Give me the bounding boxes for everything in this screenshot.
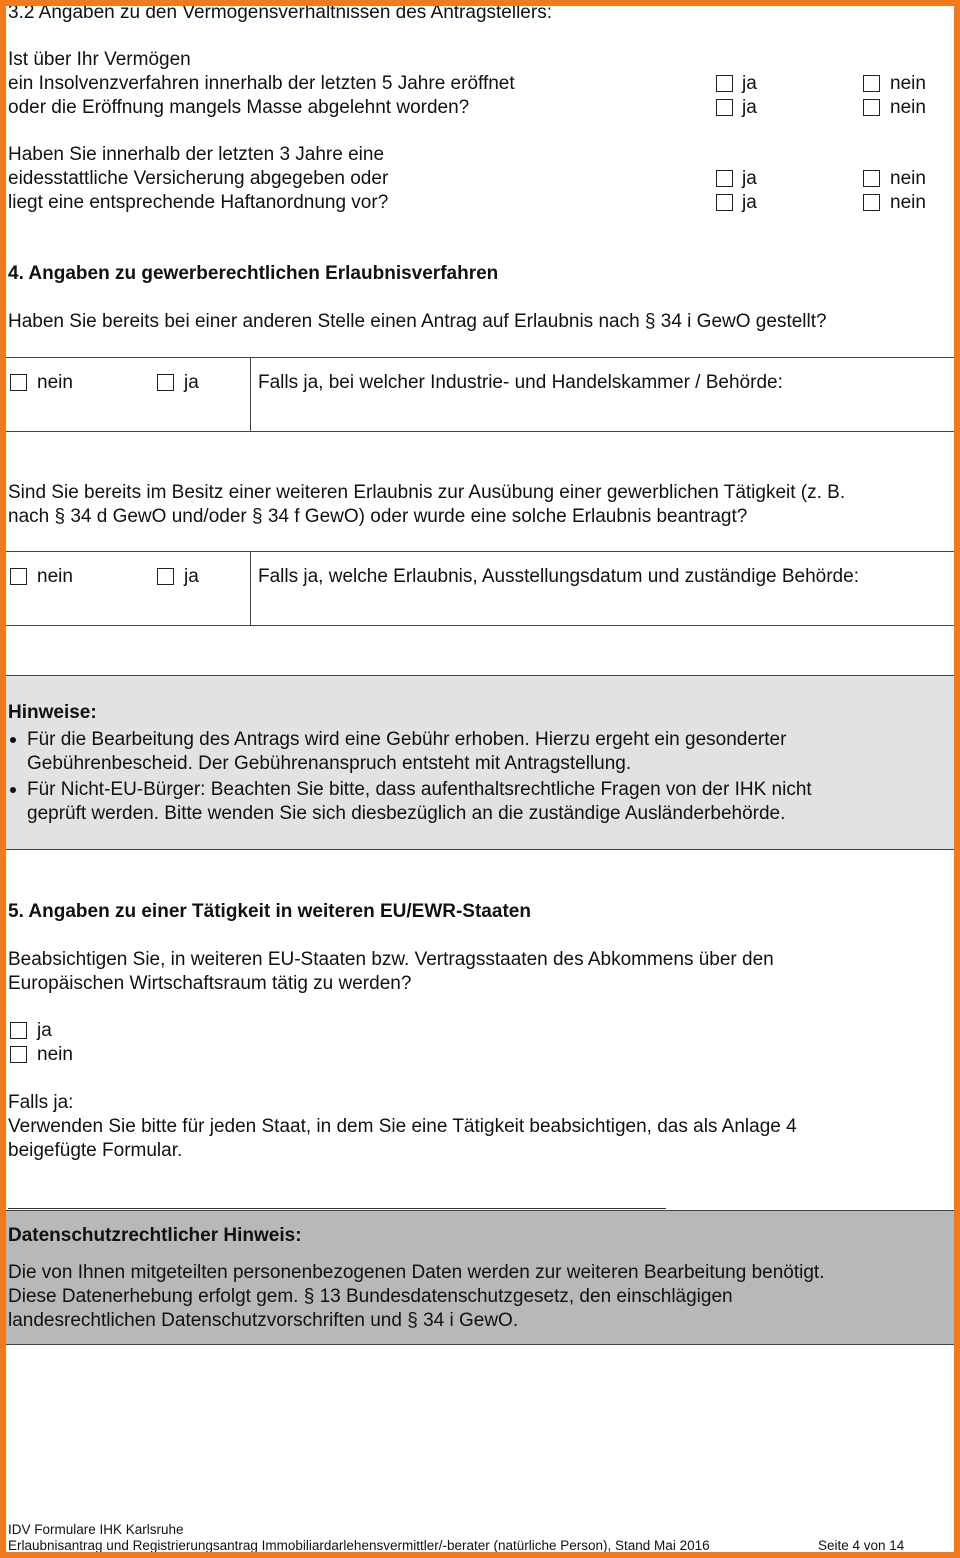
eu-yes-checkbox[interactable] [10, 1022, 27, 1039]
hinweise-bullet-2: Für Nicht-EU-Bürger: Beachten Sie bitte, dass aufenthaltsrechtliche Fragen von der IHK nicht [27, 779, 812, 800]
q1-line: oder die Eröffnung mangels Masse abgelehnt worden? [8, 97, 470, 118]
datenschutz-title: Datenschutzrechtlicher Hinweis: [8, 1225, 302, 1246]
insolvency-yes-checkbox[interactable] [716, 75, 733, 92]
hinweise-bullet-2: geprüft werden. Bitte wenden Sie sich diesbezüglich an die zuständige Ausländerbehörde. [27, 803, 786, 824]
checkbox-label: nein [37, 1044, 73, 1065]
section-4-question-1: Haben Sie bereits bei einer anderen Stelle einen Antrag auf Erlaubnis nach § 34 i GewO gestellt? [8, 311, 827, 332]
footer-line-1: IDV Formulare IHK Karlsruhe [8, 1522, 184, 1537]
table-divider [6, 551, 954, 552]
bullet-icon [10, 787, 16, 793]
signature-underline [8, 1208, 666, 1209]
table-divider [250, 551, 251, 626]
masse-yes-checkbox[interactable] [716, 99, 733, 116]
checkbox-label: ja [184, 372, 199, 393]
page-number: Seite 4 von 14 [818, 1538, 905, 1553]
table-divider [6, 357, 954, 358]
q2-line: Haben Sie innerhalb der letzten 3 Jahre eine [8, 144, 385, 165]
checkbox-label: ja [742, 192, 757, 213]
checkbox-label: nein [890, 73, 926, 94]
checkbox-label: nein [890, 168, 926, 189]
falls-ja-label: Falls ja: [8, 1092, 74, 1113]
haftanordnung-no-checkbox[interactable] [863, 194, 880, 211]
checkbox-label: ja [37, 1020, 52, 1041]
eidesstattlich-no-checkbox[interactable] [863, 170, 880, 187]
checkbox-label: ja [742, 168, 757, 189]
antrag-no-checkbox[interactable] [10, 374, 27, 391]
erlaubnis-yes-checkbox[interactable] [157, 568, 174, 585]
bullet-icon [10, 737, 16, 743]
table-divider [6, 431, 954, 432]
table-divider [6, 625, 954, 626]
checkbox-label: nein [890, 192, 926, 213]
section-5-question: Beabsichtigen Sie, in weiteren EU-Staaten bzw. Vertragsstaaten des Abkommens über den [8, 949, 774, 970]
erlaubnis-detail-label: Falls ja, welche Erlaubnis, Ausstellungsdatum und zuständige Behörde: [258, 566, 859, 587]
masse-no-checkbox[interactable] [863, 99, 880, 116]
antrag-yes-checkbox[interactable] [157, 374, 174, 391]
section-5-instruction: Verwenden Sie bitte für jeden Staat, in dem Sie eine Tätigkeit beabsichtigen, das als Anlage 4 [8, 1116, 797, 1137]
datenschutz-text: landesrechtlichen Datenschutzvorschriften und § 34 i GewO. [8, 1310, 519, 1331]
q2-line: eidesstattliche Versicherung abgegeben oder [8, 168, 389, 189]
hinweise-title: Hinweise: [8, 702, 97, 723]
checkbox-label: nein [890, 97, 926, 118]
section-5-heading: 5. Angaben zu einer Tätigkeit in weiteren EU/EWR-Staaten [8, 901, 531, 922]
checkbox-label: ja [184, 566, 199, 587]
hinweise-bullet-1: Für die Bearbeitung des Antrags wird eine Gebühr erhoben. Hierzu ergeht ein gesonderter [27, 729, 787, 750]
footer-line-2: Erlaubnisantrag und Registrierungsantrag Immobiliardarlehensvermittler/-berater (natürliche Person), Stand Mai 2016 [8, 1538, 710, 1553]
eidesstattlich-yes-checkbox[interactable] [716, 170, 733, 187]
haftanordnung-yes-checkbox[interactable] [716, 194, 733, 211]
eu-no-checkbox[interactable] [10, 1046, 27, 1063]
section-4-heading: 4. Angaben zu gewerberechtlichen Erlaubnisverfahren [8, 263, 499, 284]
insolvency-no-checkbox[interactable] [863, 75, 880, 92]
q1-line: ein Insolvenzverfahren innerhalb der letzten 5 Jahre eröffnet [8, 73, 515, 94]
table-divider [250, 357, 251, 432]
hinweise-bullet-1: Gebührenbescheid. Der Gebührenanspruch entsteht mit Antragstellung. [27, 753, 632, 774]
section-5-instruction: beigefügte Formular. [8, 1140, 183, 1161]
datenschutz-text: Diese Datenerhebung erfolgt gem. § 13 Bundesdatenschutzgesetz, den einschlägigen [8, 1286, 733, 1307]
q1-line: Ist über Ihr Vermögen [8, 49, 191, 70]
section-4-question-2: Sind Sie bereits im Besitz einer weiteren Erlaubnis zur Ausübung einer gewerblichen Tätigkeit (z. B. [8, 482, 846, 503]
checkbox-label: ja [742, 73, 757, 94]
checkbox-label: nein [37, 372, 73, 393]
section-3-2-heading: 3.2 Angaben zu den Vermögensverhältnissen des Antragstellers: [8, 2, 552, 23]
checkbox-label: ja [742, 97, 757, 118]
section-4-question-2: nach § 34 d GewO und/oder § 34 f GewO) oder wurde eine solche Erlaubnis beantragt? [8, 506, 748, 527]
erlaubnis-no-checkbox[interactable] [10, 568, 27, 585]
checkbox-label: nein [37, 566, 73, 587]
datenschutz-text: Die von Ihnen mitgeteilten personenbezogenen Daten werden zur weiteren Bearbeitung benötigt. [8, 1262, 825, 1283]
section-5-question: Europäischen Wirtschaftsraum tätig zu werden? [8, 973, 412, 994]
q2-line: liegt eine entsprechende Haftanordnung vor? [8, 192, 389, 213]
antrag-detail-label: Falls ja, bei welcher Industrie- und Handelskammer / Behörde: [258, 372, 783, 393]
